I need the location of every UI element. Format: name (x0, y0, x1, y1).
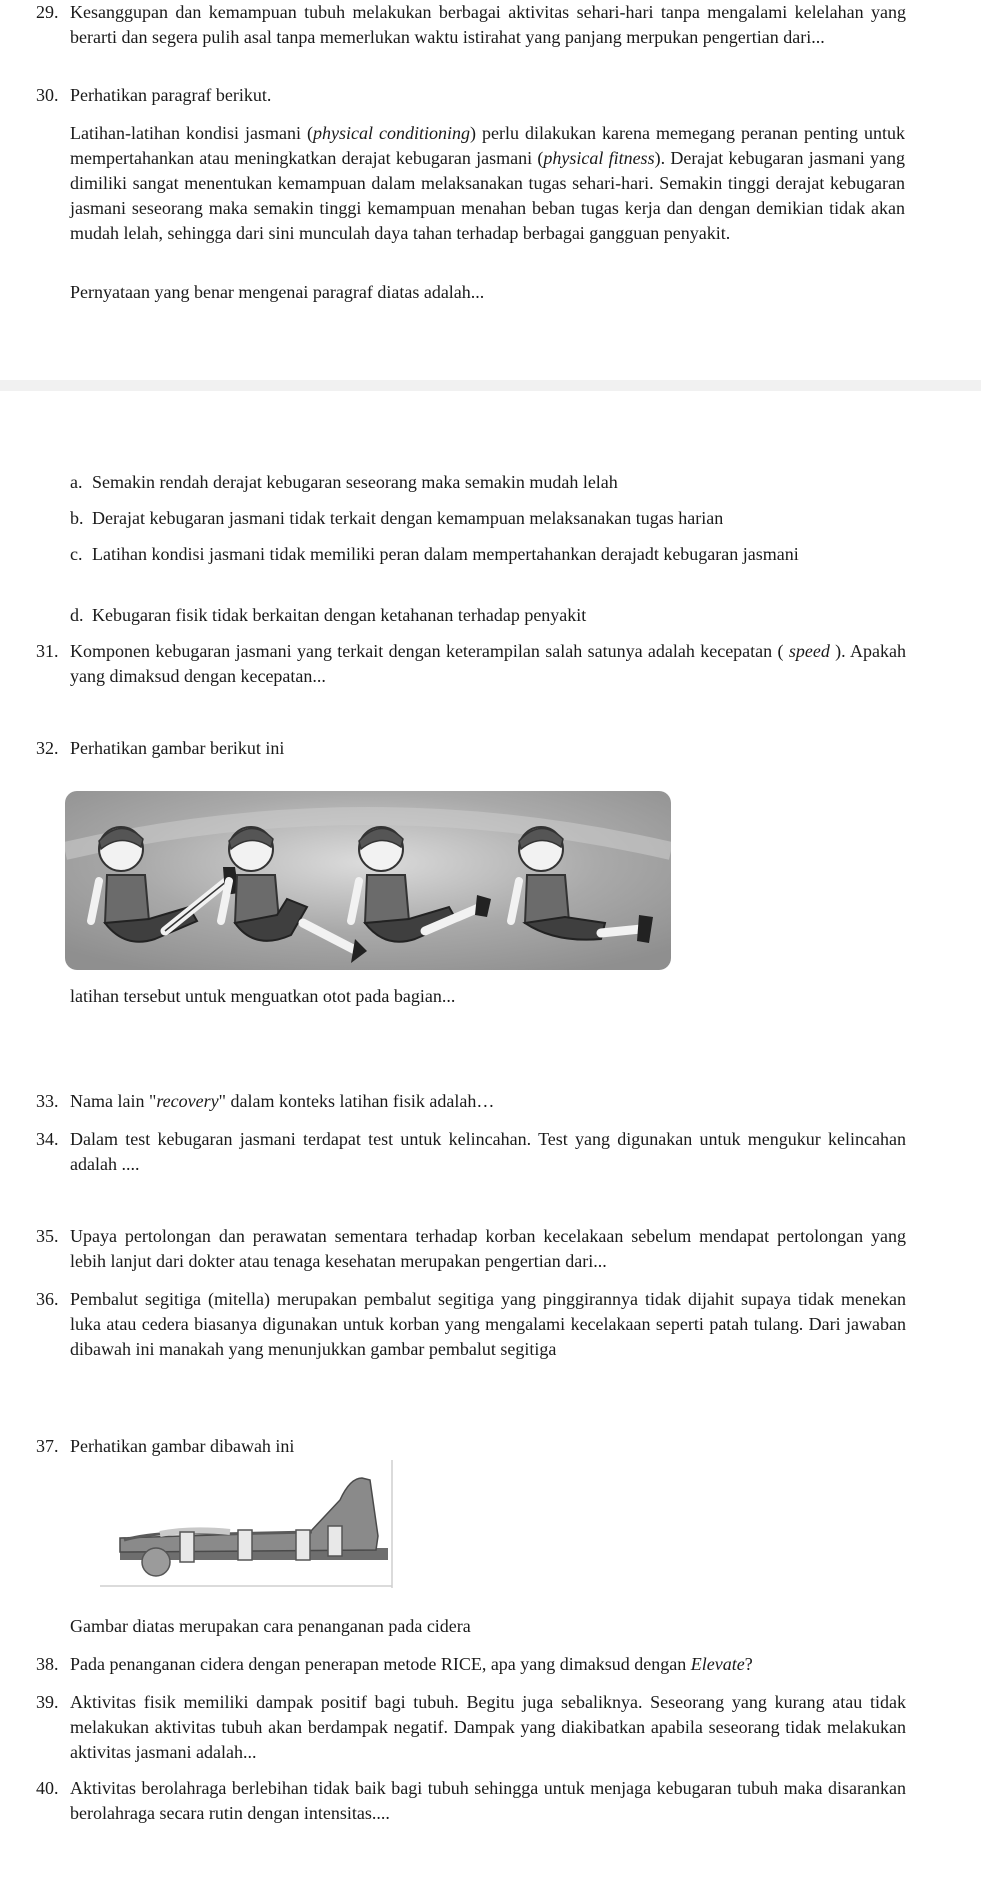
reading-paragraph: Latihan-latihan kondisi jasmani (physical conditioning) perlu dilakukan karena memegang peranan penting untuk mempertahankan atau meningkatkan derajat kebugaran jasmani (physical fitness). Derajat kebugaran jasmani yang dimiliki sangat menentukan kemampuan dalam melaksanakan tugas sehari-hari. Semakin tinggi derajat kebugaran jasmani seseorang maka semakin tinggi kemampuan menahan beban tugas kerja dan dengan demikian tidak akan mudah lelah, sehingga dari sini munculah daya tahan terhadap berbagai gangguan penyakit. (70, 123, 905, 243)
statement-prompt: Pernyataan yang benar mengenai paragraf diatas adalah... (70, 282, 485, 302)
option-label: a. (70, 472, 83, 492)
question-39 (36, 1690, 906, 1765)
figure-caption: Gambar diatas merupakan cara penanganan pada cidera (70, 1616, 471, 1636)
question-37 (36, 1434, 906, 1459)
question-text: Pembalut segitiga (mitella) merupakan pembalut segitiga yang pinggirannya tidak dijahit supaya tidak menekan luka atau cedera biasanya digunakan untuk korban yang mengalami kecelakaan seperti patah tulang. Dari jawaban dibawah ini manakah yang menunjukkan gambar pembalut segitiga (70, 1289, 906, 1359)
option-label: b. (70, 508, 84, 528)
question-36 (36, 1287, 906, 1362)
question-35 (36, 1224, 906, 1274)
question-number: 31. (36, 641, 59, 661)
question-30 (36, 83, 906, 108)
question-text: Kesanggupan dan kemampuan tubuh melakukan berbagai aktivitas sehari-hari tanpa mengalami kelelahan yang berarti dan segera pulih asal tanpa memerlukan waktu istirahat yang panjang merpukan pengertian dari... (70, 2, 906, 47)
question-number: 30. (36, 85, 59, 105)
question-number: 35. (36, 1226, 59, 1246)
question-text: Dalam test kebugaran jasmani terdapat test untuk kelincahan. Test yang digunakan untuk mengukur kelincahan adalah .... (70, 1129, 906, 1174)
question-number: 40. (36, 1778, 59, 1798)
splint-illustration (100, 1460, 396, 1588)
question-38 (36, 1652, 906, 1677)
option-label: c. (70, 544, 83, 564)
question-33 (36, 1089, 906, 1114)
exercise-illustration (65, 791, 671, 970)
question-text: Upaya pertolongan dan perawatan sementara terhadap korban kecelakaan sebelum mendapat pertolongan yang lebih lanjut dari dokter atau tenaga kesehatan merupakan pengertian dari... (70, 1226, 906, 1271)
section-divider (0, 380, 981, 391)
option-text: Semakin rendah derajat kebugaran seseorang maka semakin mudah lelah (92, 472, 618, 492)
question-text: Aktivitas fisik memiliki dampak positif bagi tubuh. Begitu juga sebaliknya. Seseorang yang kurang atau tidak melakukan aktivitas tubuh akan berdampak negatif. Dampak yang diakibatkan apabila seseorang tidak melakukan aktivitas jasmani adalah... (70, 1692, 906, 1762)
question-32 (36, 736, 906, 761)
question-29 (36, 0, 906, 50)
question-number: 29. (36, 2, 59, 22)
question-text: Perhatikan paragraf berikut. (70, 85, 272, 105)
question-number: 32. (36, 738, 59, 758)
question-number: 39. (36, 1692, 59, 1712)
option-a[interactable] (70, 470, 905, 495)
question-number: 36. (36, 1289, 59, 1309)
question-40 (36, 1776, 906, 1826)
option-text: Kebugaran fisik tidak berkaitan dengan ketahanan terhadap penyakit (92, 605, 587, 625)
question-text: Perhatikan gambar berikut ini (70, 738, 285, 758)
question-text: Aktivitas berolahraga berlebihan tidak baik bagi tubuh sehingga untuk menjaga kebugaran tubuh maka disarankan berolahraga secara rutin dengan intensitas.... (70, 1778, 906, 1823)
figure-caption: latihan tersebut untuk menguatkan otot pada bagian... (70, 986, 456, 1006)
option-label: d. (70, 605, 84, 625)
option-c[interactable] (70, 542, 905, 567)
question-number: 33. (36, 1091, 59, 1111)
question-number: 37. (36, 1436, 59, 1456)
question-text: Perhatikan gambar dibawah ini (70, 1436, 295, 1456)
option-d[interactable] (70, 603, 905, 628)
question-number: 38. (36, 1654, 59, 1674)
question-34 (36, 1127, 906, 1177)
option-text: Latihan kondisi jasmani tidak memiliki peran dalam mempertahankan derajadt kebugaran jasmani (92, 544, 799, 564)
question-31 (36, 639, 906, 689)
option-text: Derajat kebugaran jasmani tidak terkait dengan kemampuan melaksanakan tugas harian (92, 508, 724, 528)
question-text: Pada penanganan cidera dengan penerapan metode RICE, apa yang dimaksud dengan Elevate? (70, 1654, 753, 1674)
question-text: Komponen kebugaran jasmani yang terkait dengan keterampilan salah satunya adalah kecepatan ( speed ). Apakah yang dimaksud dengan kecepatan... (70, 641, 906, 686)
question-number: 34. (36, 1129, 59, 1149)
leg-splint-image (100, 1460, 396, 1588)
leg-raise-exercise-image (65, 791, 671, 970)
question-text: Nama lain "recovery" dalam konteks latihan fisik adalah… (70, 1091, 495, 1111)
option-b[interactable] (70, 506, 905, 531)
